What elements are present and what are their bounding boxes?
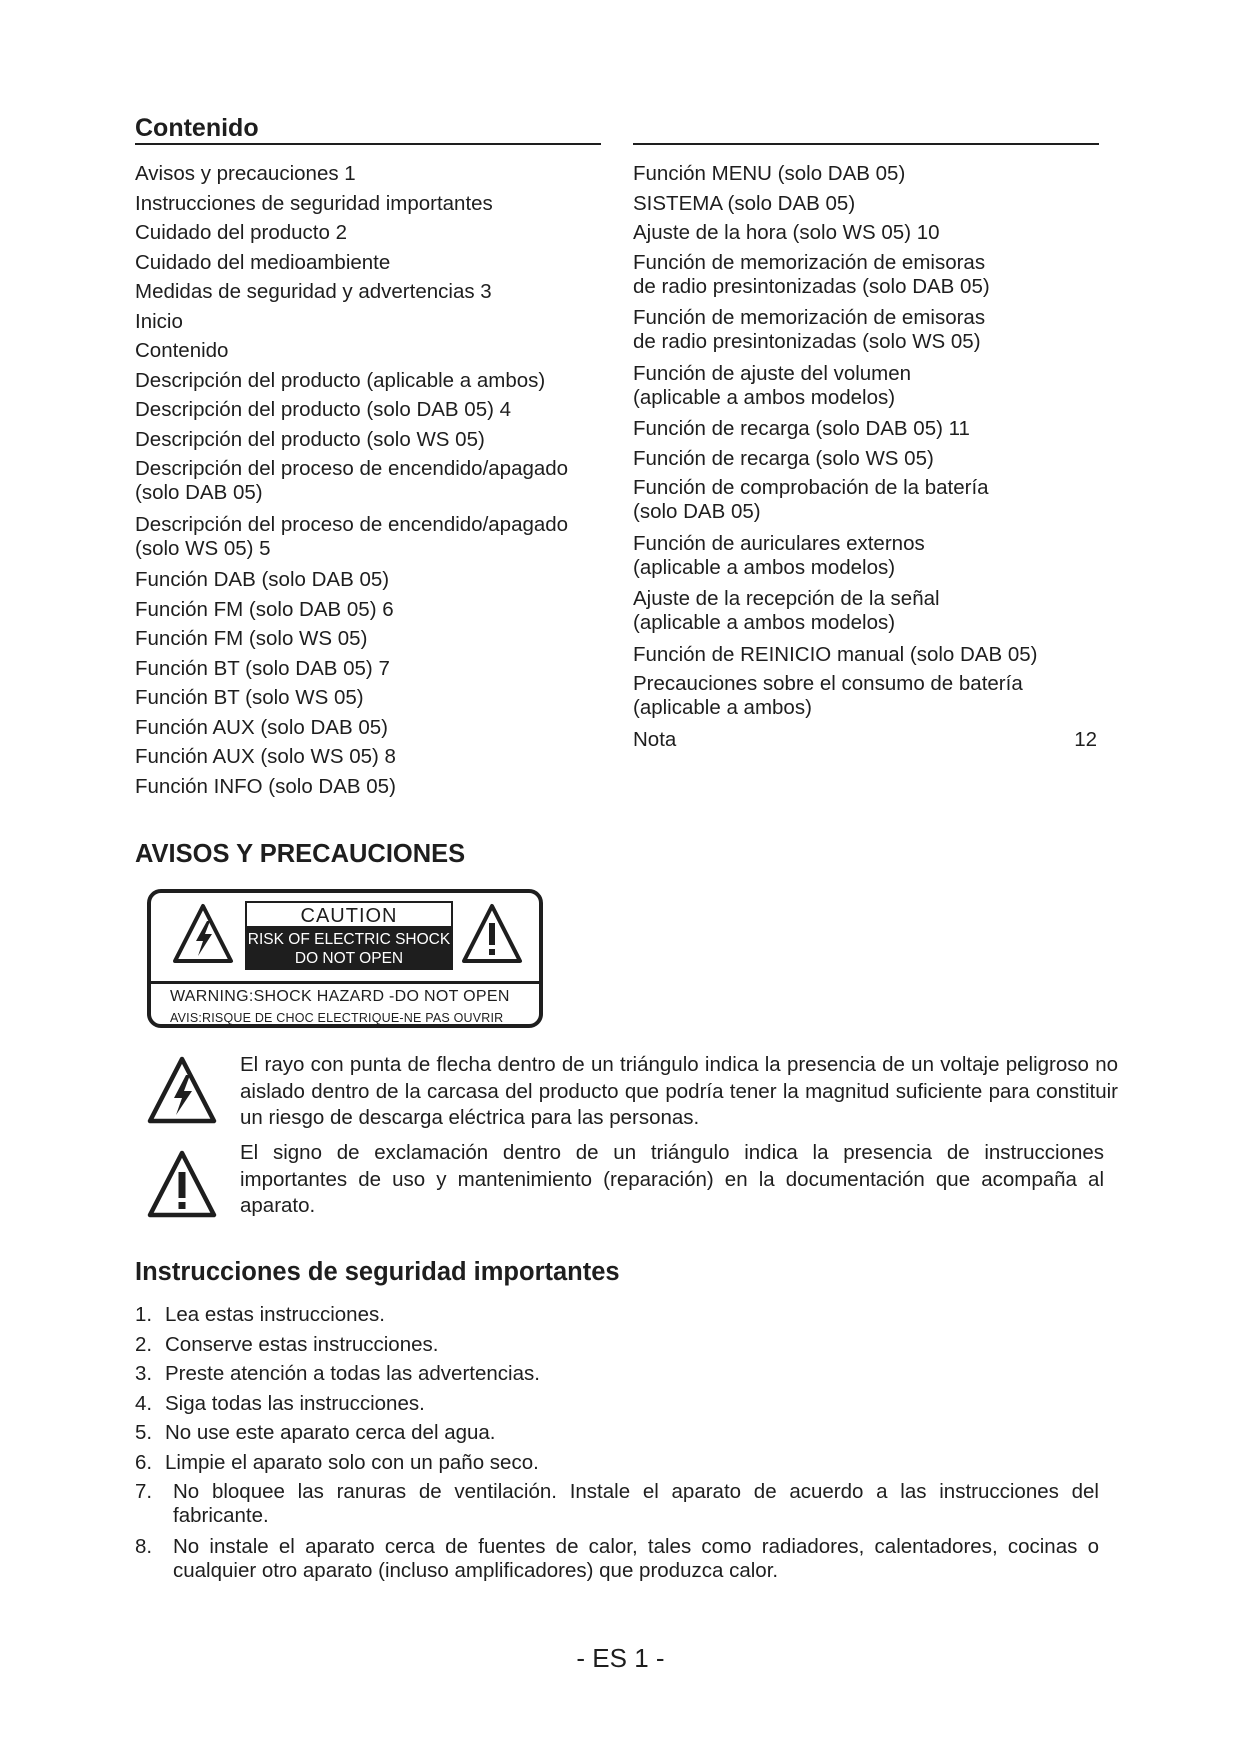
list-item-number: 7. [135,1480,153,1503]
warning-english: WARNING:SHOCK HAZARD -DO NOT OPEN [170,988,510,1005]
toc-left-column [135,162,605,804]
toc-entry: Descripción del proceso de encendido/apagado (solo DAB 05) [135,457,569,504]
symbol-description-lightning: El rayo con punta de flecha dentro de un triángulo indica la presencia de un voltaje peligroso no aislado dentro de la carcasa del producto que podría tener la magnitud suficiente para constituir un riesgo de descarga eléctrica para las personas. [240,1053,1118,1129]
list-item-number: 3. [135,1362,153,1385]
list-item-number: 6. [135,1450,153,1474]
list-item-text: Preste atención a todas las advertencias. [165,1362,540,1385]
toc-entry: Función FM (solo DAB 05) 6 [135,597,394,621]
list-item-number: 1. [135,1303,153,1326]
toc-entry: Función INFO (solo DAB 05) [135,774,396,798]
toc-right-column [633,162,1103,757]
lightning-triangle-icon [172,903,234,965]
toc-page-number: 12 [1074,727,1097,751]
toc-entry: Inicio [135,309,183,333]
toc-entry: Función de comprobación de la batería (solo DAB 05) [633,476,989,523]
list-item-text: Lea estas instrucciones. [165,1303,385,1326]
list-item-number: 5. [135,1421,153,1444]
toc-entry: Avisos y precauciones 1 [135,162,356,185]
list-item [135,1392,1099,1422]
list-item [135,1362,1099,1392]
toc-entry: Cuidado del producto 2 [135,221,347,244]
caution-label [147,889,543,1028]
toc-entry: Función de memorización de emisoras de radio presintonizadas (solo WS 05) [633,306,986,353]
toc-entry: Función de REINICIO manual (solo DAB 05) [633,642,1038,666]
toc-entry: Descripción del producto (solo DAB 05) 4 [135,398,512,421]
risk-line-1: RISK OF ELECTRIC SHOCK [247,931,451,948]
safety-list [135,1303,1099,1589]
toc-entry: Función FM (solo WS 05) [135,627,368,650]
toc-entry: Función de ajuste del volumen (aplicable a ambos modelos) [633,361,912,409]
toc-entry: Descripción del producto (aplicable a ambos) [135,368,546,392]
toc-entry: Función BT (solo WS 05) [135,686,364,709]
list-item [135,1303,1099,1333]
toc-entry: Función de recarga (solo DAB 05) 11 [633,417,970,440]
toc-entry: Función de auriculares externos (aplicable a ambos modelos) [633,531,925,579]
toc-entry: Instrucciones de seguridad importantes [135,191,493,215]
toc-entry: Función BT (solo DAB 05) 7 [135,656,390,680]
risk-line-2: DO NOT OPEN [294,950,404,967]
risk-band [245,928,453,970]
page-number: - ES 1 - [576,1643,665,1673]
list-item-number: 2. [135,1332,153,1356]
list-item-text: No bloquee las ranuras de ventilación. Instale el aparato de acuerdo a las instrucciones del fabricante. [173,1480,1099,1527]
toc-entry-nota [633,728,1103,758]
toc-entry: Función AUX (solo WS 05) 8 [135,745,396,768]
list-item [135,1480,1099,1535]
warning-french: AVIS:RISQUE DE CHOC ELECTRIQUE-NE PAS OUVRIR [170,1011,504,1025]
contents-rule-right [633,143,1099,145]
toc-entry-label: Nota [633,727,677,751]
toc-entry: Contenido [135,339,229,362]
contents-rule-left [135,143,601,145]
toc-entry: Cuidado del medioambiente [135,250,391,274]
exclamation-triangle-icon [461,903,523,965]
list-item-number: 8. [135,1534,153,1558]
toc-entry: Medidas de seguridad y advertencias 3 [135,280,492,303]
list-item-text: Conserve estas instrucciones. [165,1332,439,1356]
safety-heading: Instrucciones de seguridad importantes [135,1258,620,1286]
toc-entry: Descripción del proceso de encendido/apagado (solo WS 05) 5 [135,512,569,560]
lightning-triangle-icon [147,1056,217,1124]
list-item [135,1421,1099,1451]
list-item-text: No use este aparato cerca del agua. [165,1421,496,1444]
list-item [135,1451,1099,1481]
toc-entry: Ajuste de la hora (solo WS 05) 10 [633,221,940,244]
contents-title: Contenido [135,114,259,142]
toc-entry: Descripción del producto (solo WS 05) [135,427,485,451]
caution-label-top [151,893,539,984]
exclamation-triangle-icon [147,1150,217,1218]
toc-entry: Función AUX (solo DAB 05) [135,715,388,739]
toc-entry: SISTEMA (solo DAB 05) [633,191,856,215]
list-item-number: 4. [135,1391,153,1415]
toc-entry: Función de memorización de emisoras de radio presintonizadas (solo DAB 05) [633,250,990,298]
list-item-text: Siga todas las instrucciones. [165,1391,425,1415]
list-item [135,1535,1099,1590]
list-item-text: Limpie el aparato solo con un paño seco. [165,1450,539,1474]
toc-entry: Ajuste de la recepción de la señal (aplicable a ambos modelos) [633,587,940,634]
toc-entry: Función DAB (solo DAB 05) [135,568,390,591]
list-item-text: No instale el aparato cerca de fuentes de calor, tales como radiadores, calentadores, cocinas o cualquier otro aparato (incluso amplificadores) que produzca calor. [173,1534,1099,1582]
caution-title: CAUTION [245,901,453,928]
symbol-description-exclamation: El signo de exclamación dentro de un triángulo indica la presencia de instrucciones importantes de uso y mantenimiento (reparación) en la documentación que acompaña al aparato. [240,1141,1104,1217]
toc-entry: Precauciones sobre el consumo de batería (aplicable a ambos) [633,672,1023,719]
toc-entry: Función MENU (solo DAB 05) [633,162,906,185]
list-item [135,1333,1099,1363]
warnings-heading: AVISOS Y PRECAUCIONES [135,840,466,868]
toc-entry: Función de recarga (solo WS 05) [633,446,934,470]
